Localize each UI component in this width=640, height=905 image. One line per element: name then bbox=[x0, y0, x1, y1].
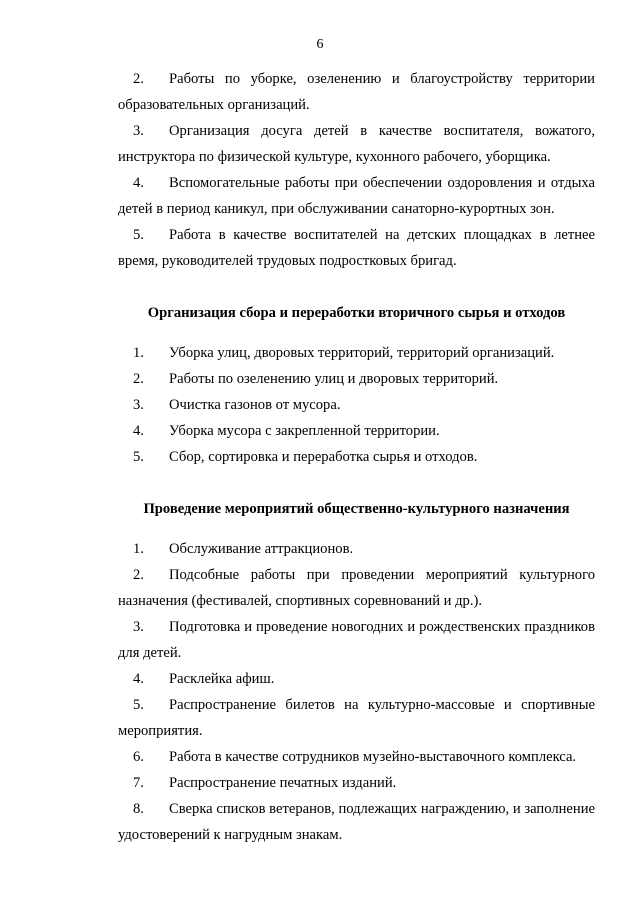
item-text: Расклейка афиш. bbox=[169, 671, 275, 687]
item-number: 5. bbox=[133, 449, 144, 465]
item-text: Обслуживание аттракционов. bbox=[169, 541, 354, 557]
item-text: Работы по озеленению улиц и дворовых территорий. bbox=[169, 371, 499, 387]
list-item bbox=[118, 340, 595, 366]
list-item bbox=[118, 562, 595, 614]
list-item bbox=[118, 536, 595, 562]
list-item bbox=[118, 418, 595, 444]
list-item bbox=[118, 366, 595, 392]
item-text: Работы по уборке, озеленению и благоустройству территории образовательных организаций. bbox=[118, 71, 595, 113]
list-item bbox=[118, 666, 595, 692]
item-number: 4. bbox=[133, 423, 144, 439]
document-body bbox=[118, 66, 595, 848]
item-number: 7. bbox=[133, 775, 144, 791]
item-text: Сверка списков ветеранов, подлежащих награждению, и заполнение удостоверений к нагрудным знакам. bbox=[118, 801, 595, 843]
item-text: Организация досуга детей в качестве воспитателя, вожатого, инструктора по физической культуре, кухонного рабочего, уборщика. bbox=[118, 123, 595, 165]
page-number: 6 bbox=[316, 37, 324, 52]
item-number: 5. bbox=[133, 227, 144, 243]
item-text: Вспомогательные работы при обеспечении оздоровления и отдыха детей в период каникул, при обслуживании санаторно-курортных зон. bbox=[118, 175, 595, 217]
list-item bbox=[118, 444, 595, 470]
item-text: Уборка улиц, дворовых территорий, территорий организаций. bbox=[169, 345, 555, 361]
item-number: 1. bbox=[133, 345, 144, 361]
item-number: 3. bbox=[133, 397, 144, 413]
item-number: 2. bbox=[133, 567, 144, 583]
list-item bbox=[118, 744, 595, 770]
item-number: 2. bbox=[133, 71, 144, 87]
item-text: Сбор, сортировка и переработка сырья и отходов. bbox=[169, 449, 478, 465]
item-text: Работа в качестве сотрудников музейно-выставочного комплекса. bbox=[169, 749, 577, 765]
item-text: Распространение печатных изданий. bbox=[169, 775, 397, 791]
item-number: 6. bbox=[133, 749, 144, 765]
item-number: 2. bbox=[133, 371, 144, 387]
list-item bbox=[118, 796, 595, 848]
list-item bbox=[118, 66, 595, 118]
item-text: Подсобные работы при проведении мероприятий культурного назначения (фестивалей, спортивных соревнований и др.). bbox=[118, 567, 595, 609]
spacer bbox=[118, 326, 595, 340]
list-item bbox=[118, 692, 595, 744]
list-item bbox=[118, 118, 595, 170]
item-number: 8. bbox=[133, 801, 144, 817]
item-text: Работа в качестве воспитателей на детских площадках в летнее время, руководителей трудовых подростковых бригад. bbox=[118, 227, 595, 269]
list-item bbox=[118, 614, 595, 666]
item-number: 5. bbox=[133, 697, 144, 713]
spacer bbox=[118, 274, 595, 300]
item-text: Уборка мусора с закрепленной территории. bbox=[169, 423, 440, 439]
list-item bbox=[118, 222, 595, 274]
section-heading: Организация сбора и переработки вторичного сырья и отходов bbox=[147, 305, 566, 321]
spacer bbox=[118, 522, 595, 536]
item-number: 4. bbox=[133, 175, 144, 191]
list-item bbox=[118, 392, 595, 418]
item-number: 3. bbox=[133, 123, 144, 139]
spacer bbox=[118, 470, 595, 496]
item-number: 4. bbox=[133, 671, 144, 687]
item-text: Распространение билетов на культурно-массовые и спортивные мероприятия. bbox=[118, 697, 595, 739]
item-text: Подготовка и проведение новогодних и рождественских праздников для детей. bbox=[118, 619, 595, 661]
list-item bbox=[118, 170, 595, 222]
item-number: 1. bbox=[133, 541, 144, 557]
section-heading: Проведение мероприятий общественно-культурного назначения bbox=[143, 501, 570, 517]
list-item bbox=[118, 770, 595, 796]
item-text: Очистка газонов от мусора. bbox=[169, 397, 341, 413]
item-number: 3. bbox=[133, 619, 144, 635]
